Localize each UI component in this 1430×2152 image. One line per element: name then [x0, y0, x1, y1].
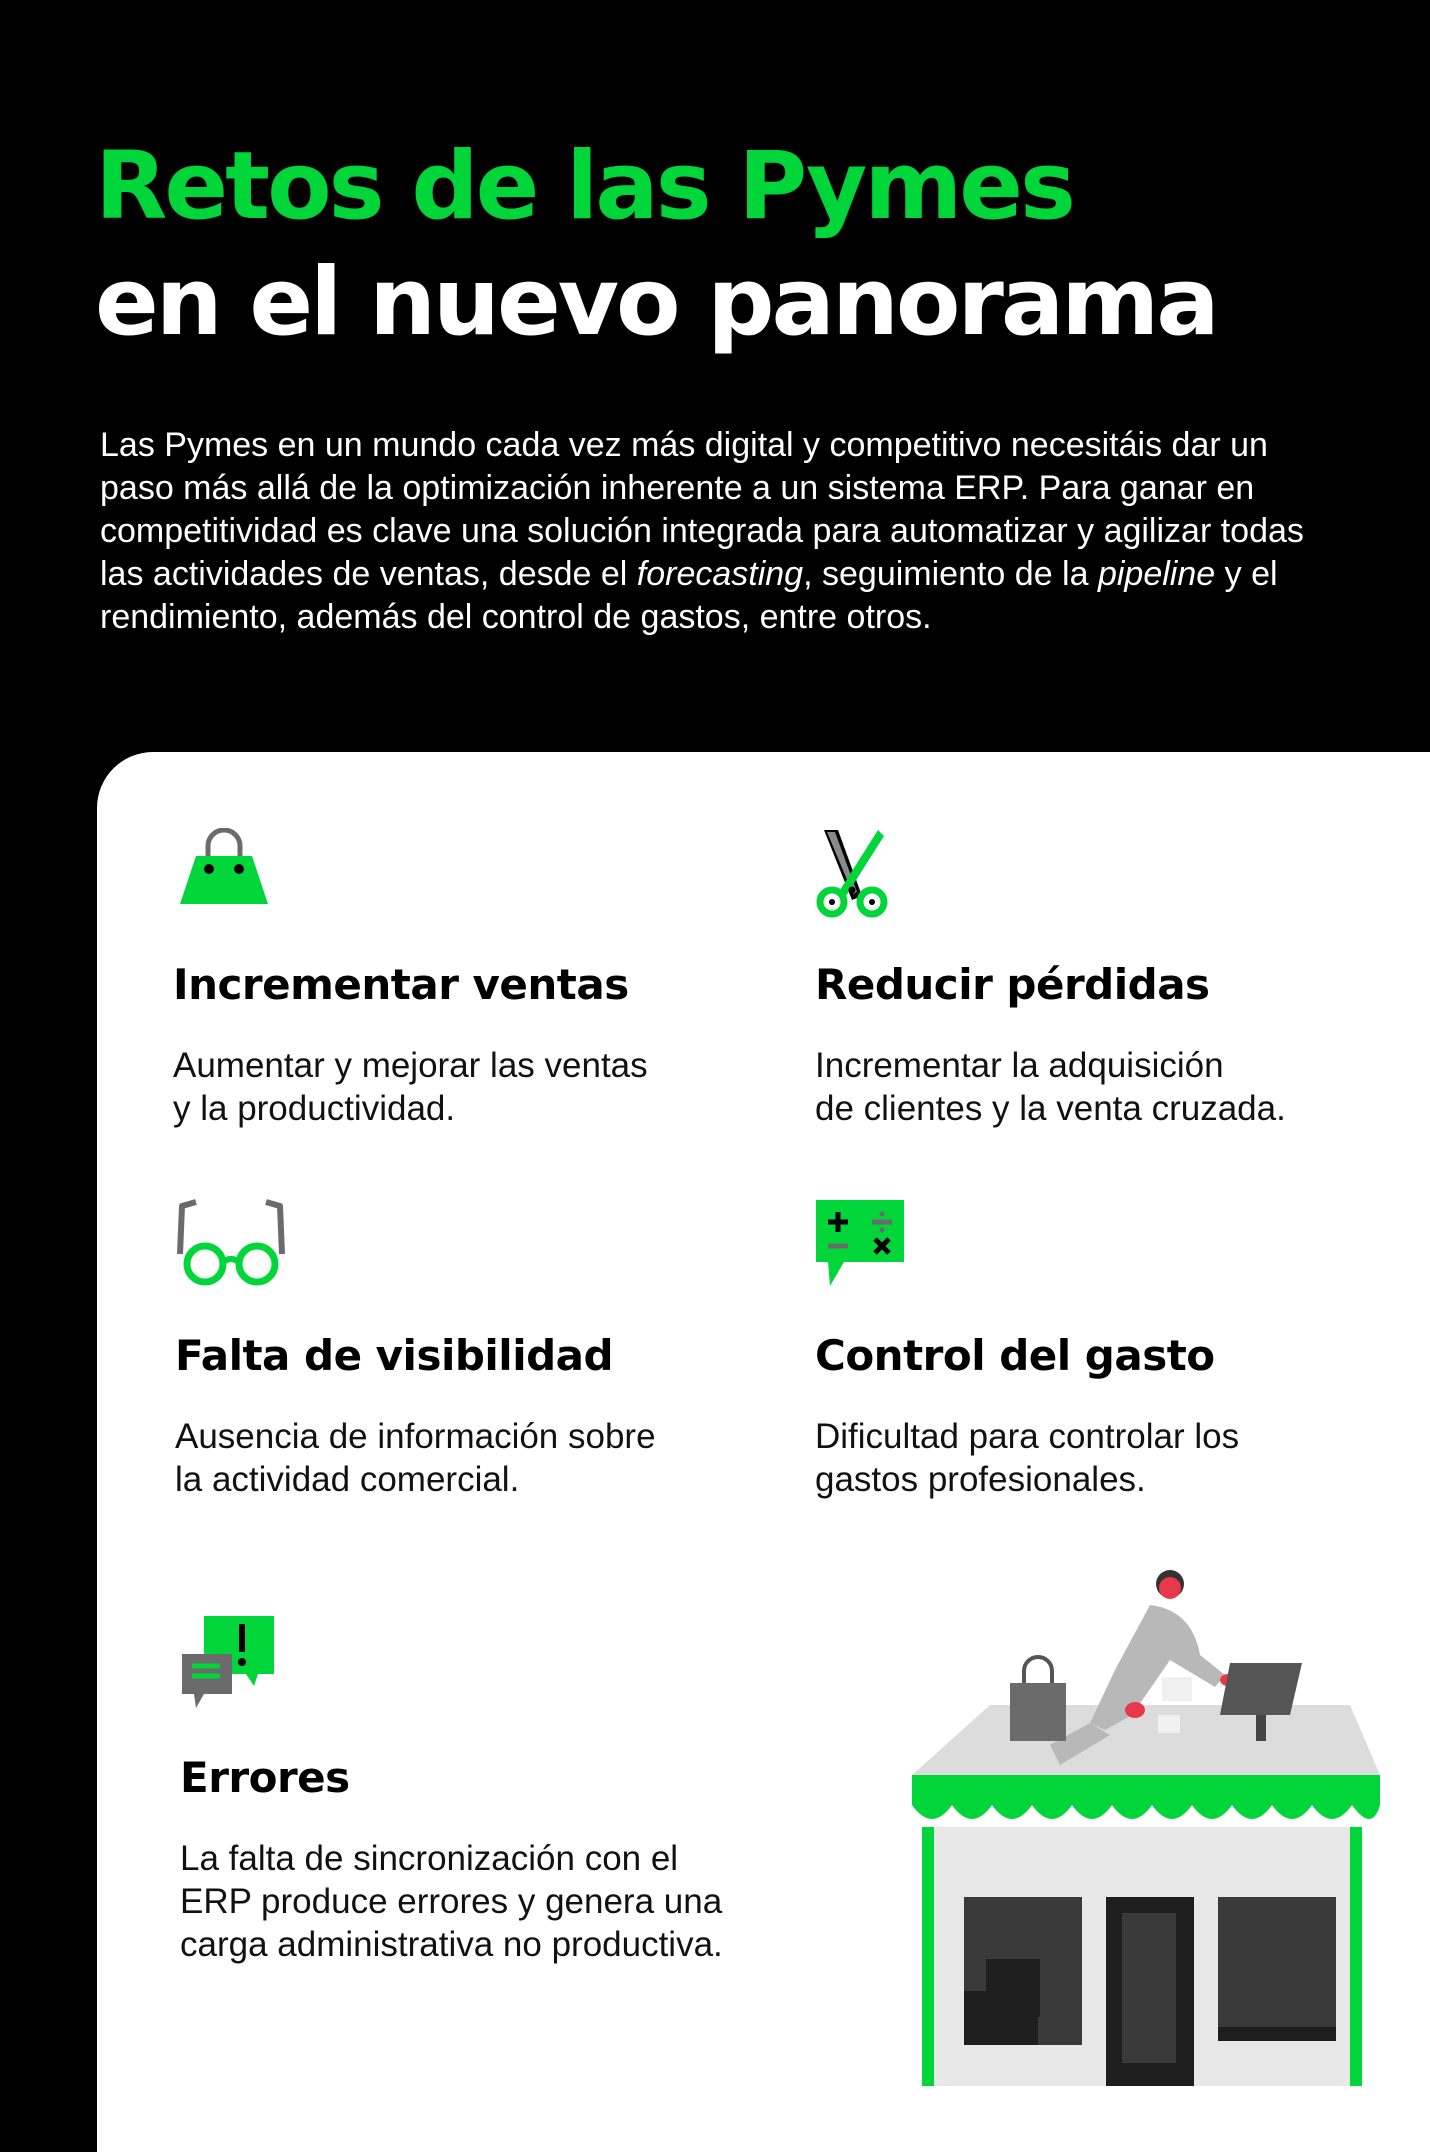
item-text-line: carga administrativa no productiva. [180, 1925, 723, 1964]
item-text-line: Aumentar y mejorar las ventas [173, 1046, 648, 1085]
glasses-icon [176, 1198, 286, 1296]
intro-text-2: , seguimiento de la [803, 555, 1098, 593]
item-title-incrementar-ventas: Incrementar ventas [173, 960, 629, 1009]
item-text-reducir-perdidas [815, 1044, 1430, 1130]
item-text-control-gasto [815, 1415, 1430, 1501]
shopping-bag-icon [178, 828, 270, 912]
item-text-line: ERP produce errores y genera una [180, 1882, 723, 1921]
intro-paragraph [100, 424, 1320, 639]
item-text-line: de clientes y la venta cruzada. [815, 1089, 1286, 1128]
intro-emphasis-forecasting: forecasting [636, 555, 804, 593]
scissors-icon [812, 826, 892, 922]
title-line-1: Retos de las Pymes [95, 132, 1073, 241]
item-text-line: Incrementar la adquisición [815, 1046, 1224, 1085]
item-text-line: gastos profesionales. [815, 1460, 1146, 1499]
item-text-line: La falta de sincronización con el [180, 1839, 679, 1878]
item-title-control-gasto: Control del gasto [815, 1331, 1215, 1380]
alert-chat-icon [180, 1614, 276, 1714]
item-text-incrementar-ventas [173, 1044, 813, 1130]
intro-text-1: Las Pymes en un mundo cada vez más digital y competitivo necesitáis dar un paso más allá de la optimización inherente a un sistema ERP. Para ganar en competitividad es clave una solución integrada para automatizar y agilizar todas las actividades de ventas, desde el [100, 426, 1304, 593]
item-text-falta-visibilidad [175, 1415, 815, 1501]
storefront-illustration [900, 1555, 1390, 2090]
item-text-errores [180, 1837, 820, 1966]
item-text-line: la actividad comercial. [175, 1460, 520, 1499]
title-line-2: en el nuevo panorama [95, 248, 1217, 357]
item-text-line: Dificultad para controlar los [815, 1417, 1240, 1456]
calculator-chat-icon [814, 1198, 906, 1294]
intro-emphasis-pipeline: pipeline [1097, 555, 1216, 593]
item-text-line: Ausencia de información sobre [175, 1417, 656, 1456]
item-text-line: y la productividad. [173, 1089, 456, 1128]
item-title-reducir-perdidas: Reducir pérdidas [815, 960, 1210, 1009]
item-title-falta-visibilidad: Falta de visibilidad [175, 1331, 614, 1380]
item-title-errores: Errores [180, 1753, 350, 1802]
intro-text-3: y el rendimiento, además del control de gastos, entre otros. [100, 555, 1278, 636]
